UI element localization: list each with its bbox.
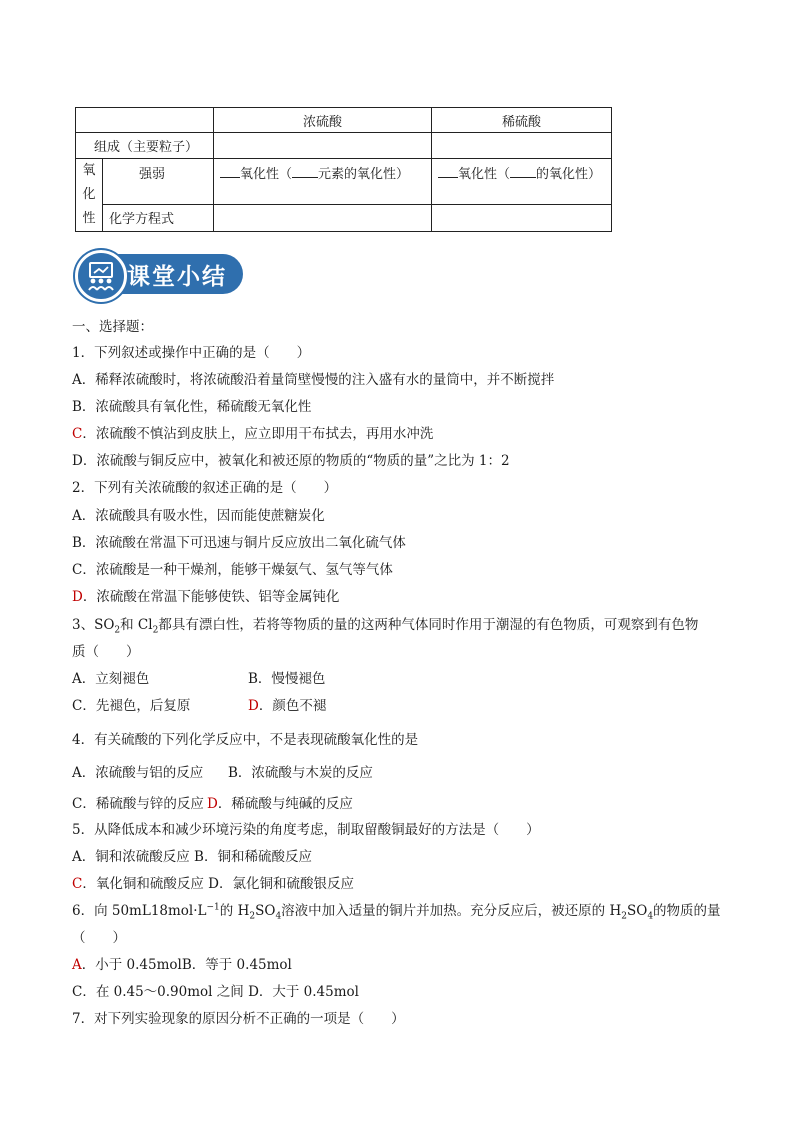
class-summary-banner	[75, 250, 245, 300]
q5-options-ab: A．铜和浓硫酸反应 B．铜和稀硫酸反应	[72, 849, 312, 865]
q3-answer-letter: D	[248, 698, 259, 714]
equation-concentrated-cell	[214, 204, 432, 231]
section-heading: 一、选择题：	[72, 319, 153, 335]
q4-stem: 4．有关硫酸的下列化学反应中，不是表现硫酸氧化性的是	[72, 732, 419, 748]
q4-option-d: D．稀硫酸与纯碱的反应	[207, 796, 353, 812]
table-row-equation	[76, 204, 612, 231]
presentation-group-icon	[75, 250, 127, 302]
table-header-row	[76, 108, 612, 133]
oxidizing-vertical-label: 氧 化 性	[76, 159, 103, 232]
equation-dilute-cell	[432, 204, 612, 231]
q1-answer-letter: C	[72, 426, 83, 442]
q1-option-a: A．稀释浓硫酸时，将浓硫酸沿着量筒壁慢慢的注入盛有水的量筒中，并不断搅拌	[72, 372, 555, 388]
sulfuric-acid-comparison-table	[75, 107, 612, 232]
q2-option-a: A．浓硫酸具有吸水性，因而能使蔗糖炭化	[72, 508, 325, 524]
composition-concentrated-cell	[214, 133, 432, 159]
header-concentrated: 浓硫酸	[214, 108, 432, 133]
q5-stem: 5．从降低成本和减少环境污染的角度考虑，制取留酸铜最好的方法是（ ）	[72, 822, 540, 838]
header-dilute: 稀硫酸	[432, 108, 612, 133]
q3-option-b: B．慢慢褪色	[248, 671, 326, 687]
q2-option-d: D．浓硫酸在常温下能够使铁、铝等金属钝化	[72, 589, 340, 605]
table-corner-cell	[76, 108, 214, 133]
table-row-strength	[76, 159, 612, 205]
q3-option-a: A．立刻褪色	[72, 671, 150, 687]
q6-options-ab: A．小于 0.45molB．等于 0.45mol	[72, 957, 292, 973]
q6-stem-line2: （ ）	[72, 930, 126, 946]
banner-title: 课堂小结	[127, 264, 227, 290]
q3-option-c: C．先褪色，后复原	[72, 698, 191, 714]
composition-dilute-cell	[432, 133, 612, 159]
strength-concentrated-cell: 氧化性（ 元素的氧化性）	[214, 159, 432, 205]
q3-option-d: D．颜色不褪	[248, 698, 327, 714]
strength-label: 强弱	[103, 159, 214, 205]
q7-stem: 7．对下列实验现象的原因分析不正确的一项是（ ）	[72, 1011, 405, 1027]
q2-answer-letter: D	[72, 589, 83, 605]
q2-option-b: B．浓硫酸在常温下可迅速与铜片反应放出二氧化硫气体	[72, 535, 406, 551]
composition-label: 组成（主要粒子）	[76, 133, 214, 159]
q3-stem-line2: 质（ ）	[72, 644, 140, 660]
q1-stem: 1．下列叙述或操作中正确的是（ ）	[72, 345, 311, 361]
q2-option-c: C．浓硫酸是一种干燥剂，能够干燥氨气、氢气等气体	[72, 562, 393, 578]
q6-stem: 6．向 $50mL18mol\cdot L^{-1}$的 $H_2SO_4$溶液中加入适量的铜片并加热。充分反应后，被还原的 $H_2SO_4$的物质的量	[72, 902, 721, 922]
q4-option-a: A．浓硫酸与铝的反应	[72, 765, 204, 781]
q6-answer-letter: A	[72, 957, 82, 973]
q4-option-b: B．浓硫酸与木炭的反应	[228, 765, 373, 781]
q5-options-cd: C．氧化铜和硫酸反应 D．氯化铜和硫酸银反应	[72, 876, 354, 892]
strength-dilute-cell: 氧化性（ 的氧化性）	[432, 159, 612, 205]
q1-option-c: C．浓硫酸不慎沾到皮肤上，应立即用干布拭去，再用水冲洗	[72, 426, 434, 442]
equation-label: 化学方程式	[103, 204, 214, 231]
q1-option-b: B．浓硫酸具有氧化性，稀硫酸无氧化性	[72, 399, 312, 415]
q5-answer-letter: C	[72, 876, 83, 892]
q2-stem: 2．下列有关浓硫酸的叙述正确的是（ ）	[72, 480, 338, 496]
q3-stem: 3、$SO_2$和 $Cl_2$都具有漂白性，若将等物质的量的这两种气体同时作用于潮湿的有色物质，可观察到有色物	[72, 617, 699, 636]
table-row-composition	[76, 133, 612, 159]
q4-answer-letter: D	[207, 796, 218, 812]
q6-options-cd: C．在 0.45～0.90mol 之间 D．大于 0.45mol	[72, 984, 359, 1000]
q1-option-d: D．浓硫酸与铜反应中，被氧化和被还原的物质的“物质的量”之比为 1：2	[72, 453, 510, 469]
q4-option-c: C．稀硫酸与锌的反应	[72, 796, 204, 812]
